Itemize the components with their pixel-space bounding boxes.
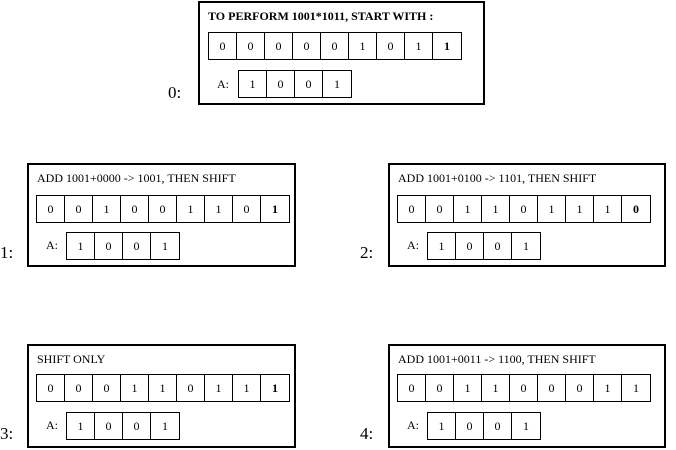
register-bit: 0: [510, 196, 538, 222]
step-3-label: 3:: [0, 424, 14, 443]
a-register-bit: 0: [123, 413, 151, 439]
step-1-title: ADD 1001+0000 -> 1001, THEN SHIFT: [37, 171, 236, 185]
register-bit: 1: [454, 196, 482, 222]
register-bit: 0: [233, 196, 261, 222]
a-register-bit: 1: [523, 418, 529, 433]
a-register-bit: 0: [456, 233, 484, 259]
step-3-product-register: [36, 374, 290, 402]
a-register-bit: 0: [456, 413, 484, 439]
register-bit: 1: [121, 375, 149, 401]
a-register-bit: 0: [295, 71, 323, 97]
register-bit-last: 0: [633, 201, 639, 216]
register-bit: 0: [209, 33, 237, 59]
register-bit: 0: [65, 375, 93, 401]
register-bit: 1: [454, 375, 482, 401]
register-bit: 0: [426, 196, 454, 222]
register-bit: 1: [594, 196, 622, 222]
register-bit: 0: [265, 33, 293, 59]
step-2-panel: [388, 163, 666, 267]
a-register-bit: 1: [162, 238, 168, 253]
a-register-bit: 1: [67, 413, 95, 439]
register-bit: 1: [594, 375, 622, 401]
register-bit: 1: [233, 375, 261, 401]
register-bit-last: 1: [444, 38, 450, 53]
register-bit: 1: [566, 196, 594, 222]
a-register-bit: 1: [67, 233, 95, 259]
register-bit: 0: [293, 33, 321, 59]
step-4-a-register: [427, 412, 541, 440]
step-3-a-register: [66, 412, 180, 440]
step-2-label: 2:: [360, 243, 374, 262]
a-register-bit: 0: [267, 71, 295, 97]
register-bit: 0: [65, 196, 93, 222]
register-bit: 1: [482, 375, 510, 401]
step-1-panel: [27, 163, 296, 267]
register-bit: 0: [37, 375, 65, 401]
register-bit: 1: [149, 375, 177, 401]
step-0-product-register: [208, 32, 462, 60]
step-1-a-label: A:: [46, 238, 58, 252]
step-4-title: ADD 1001+0011 -> 1100, THEN SHIFT: [398, 352, 596, 366]
register-bit: 0: [37, 196, 65, 222]
register-bit: 0: [237, 33, 265, 59]
register-bit: 0: [426, 375, 454, 401]
step-4-label: 4:: [360, 424, 374, 443]
step-2-a-label: A:: [407, 238, 419, 252]
a-register-bit: 0: [484, 413, 512, 439]
register-bit: 0: [177, 375, 205, 401]
register-bit: 1: [205, 196, 233, 222]
register-bit: 0: [398, 196, 426, 222]
step-3-panel: [27, 344, 296, 448]
register-bit: 0: [566, 375, 594, 401]
step-1-a-register: [66, 232, 180, 260]
a-register-bit: 1: [523, 238, 529, 253]
register-bit: 1: [349, 33, 377, 59]
step-2-a-register: [427, 232, 541, 260]
register-bit: 0: [538, 375, 566, 401]
step-4-product-register: [397, 374, 651, 402]
a-register-bit: 1: [428, 413, 456, 439]
step-2-title: ADD 1001+0100 -> 1101, THEN SHIFT: [398, 171, 597, 185]
a-register-bit: 0: [123, 233, 151, 259]
register-bit: 0: [398, 375, 426, 401]
step-2-product-register: [397, 195, 651, 223]
step-3-a-label: A:: [46, 418, 58, 432]
step-4-a-label: A:: [407, 418, 419, 432]
a-register-bit: 1: [428, 233, 456, 259]
step-0-label: 0:: [168, 83, 182, 102]
register-bit-last: 1: [272, 380, 278, 395]
register-bit: 0: [93, 375, 121, 401]
step-0-panel: [198, 1, 485, 105]
step-0-title: TO PERFORM 1001*1011, START WITH :: [208, 9, 434, 23]
register-bit: 0: [377, 33, 405, 59]
register-bit: 0: [321, 33, 349, 59]
register-bit: 1: [538, 196, 566, 222]
step-3-title: SHIFT ONLY: [37, 352, 106, 366]
step-0-a-label: A:: [217, 77, 229, 91]
step-4-panel: [388, 344, 666, 448]
register-bit: 0: [510, 375, 538, 401]
register-bit: 1: [405, 33, 433, 59]
register-bit: 1: [177, 196, 205, 222]
register-bit: 1: [205, 375, 233, 401]
step-1-label: 1:: [0, 243, 14, 262]
a-register-bit: 1: [334, 76, 340, 91]
step-1-product-register: [36, 195, 290, 223]
register-bit: 0: [149, 196, 177, 222]
a-register-bit: 0: [95, 233, 123, 259]
register-bit-last: 1: [633, 380, 639, 395]
a-register-bit: 1: [162, 418, 168, 433]
register-bit: 1: [482, 196, 510, 222]
a-register-bit: 0: [484, 233, 512, 259]
register-bit: 1: [93, 196, 121, 222]
register-bit-last: 1: [272, 201, 278, 216]
register-bit: 0: [121, 196, 149, 222]
step-0-a-register: [238, 70, 352, 98]
a-register-bit: 0: [95, 413, 123, 439]
a-register-bit: 1: [239, 71, 267, 97]
